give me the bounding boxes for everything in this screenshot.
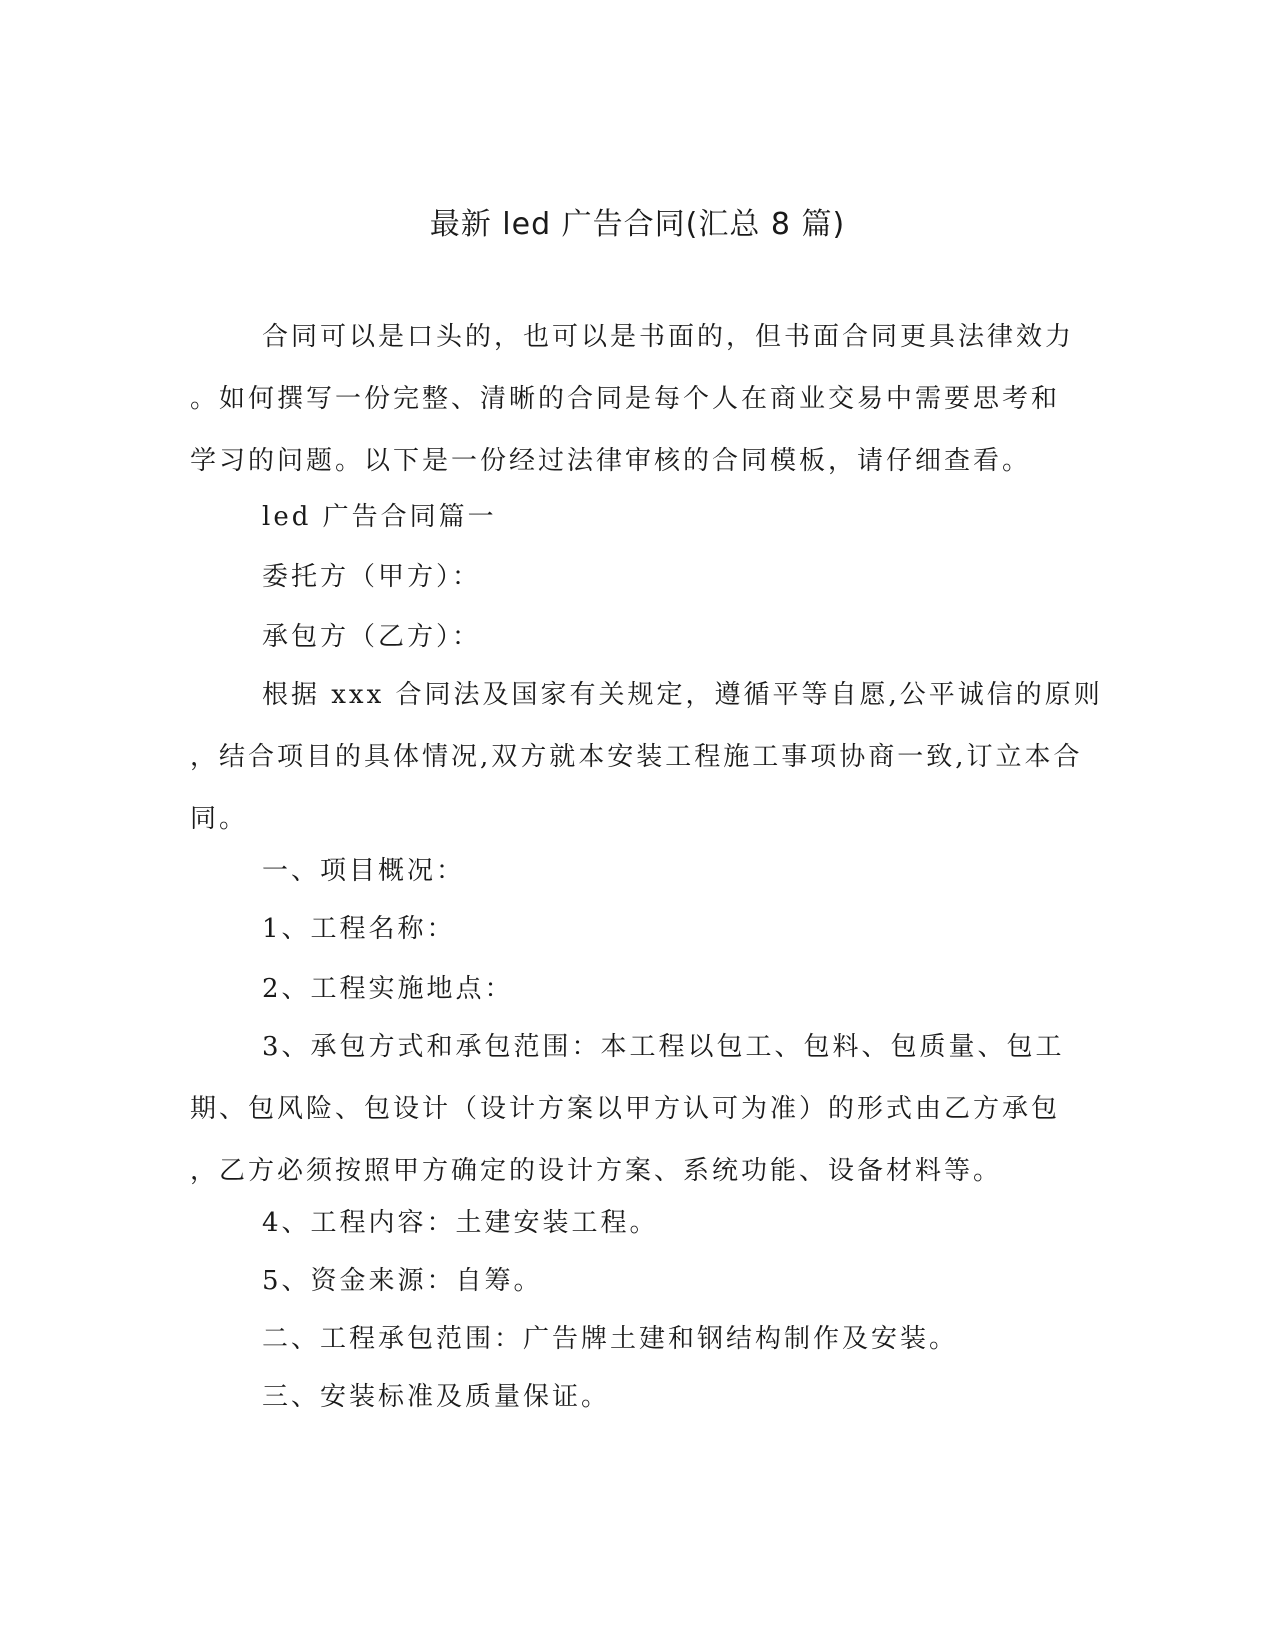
party-a-label: 委托方（甲方）： (262, 562, 482, 592)
basis-line-2: ，结合项目的具体情况,双方就本安装工程施工事项协商一致,订立本合 (190, 742, 1083, 772)
section-heading: led 广告合同篇一 (262, 502, 497, 532)
basis-line-1: 根据 xxx 合同法及国家有关规定，遵循平等自愿,公平诚信的原则 (262, 680, 1103, 710)
overview-heading: 一、项目概况： (262, 856, 466, 886)
item-funding-source: 5、资金来源：自筹。 (262, 1266, 543, 1296)
basis-paragraph (190, 664, 1103, 850)
item-project-name: 1、工程名称： (262, 914, 456, 944)
item-3-line-1: 3、承包方式和承包范围：本工程以包工、包料、包质量、包工 (262, 1032, 1065, 1062)
item-3-line-3: ，乙方必须按照甲方确定的设计方案、系统功能、设备材料等。 (190, 1156, 1003, 1186)
basis-line-3: 同。 (190, 804, 249, 834)
standards-heading: 三、安装标准及质量保证。 (262, 1382, 611, 1412)
intro-paragraph (190, 306, 1090, 492)
item-project-location: 2、工程实施地点： (262, 974, 514, 1004)
intro-line-3: 学习的问题。以下是一份经过法律审核的合同模板，请仔细查看。 (190, 446, 1032, 476)
party-b-label: 承包方（乙方）： (262, 622, 482, 652)
intro-line-2: 。如何撰写一份完整、清晰的合同是每个人在商业交易中需要思考和 (190, 384, 1061, 414)
document-title: 最新 led 广告合同(汇总 8 篇) (429, 207, 846, 242)
item-3-line-2: 期、包风险、包设计（设计方案以甲方认可为准）的形式由乙方承包 (190, 1094, 1061, 1124)
item-project-content: 4、工程内容：土建安装工程。 (262, 1208, 659, 1238)
intro-line-1: 合同可以是口头的，也可以是书面的，但书面合同更具法律效力 (262, 322, 1075, 352)
scope-heading: 二、工程承包范围：广告牌土建和钢结构制作及安装。 (262, 1324, 959, 1354)
item-contract-scope (190, 1016, 1090, 1202)
